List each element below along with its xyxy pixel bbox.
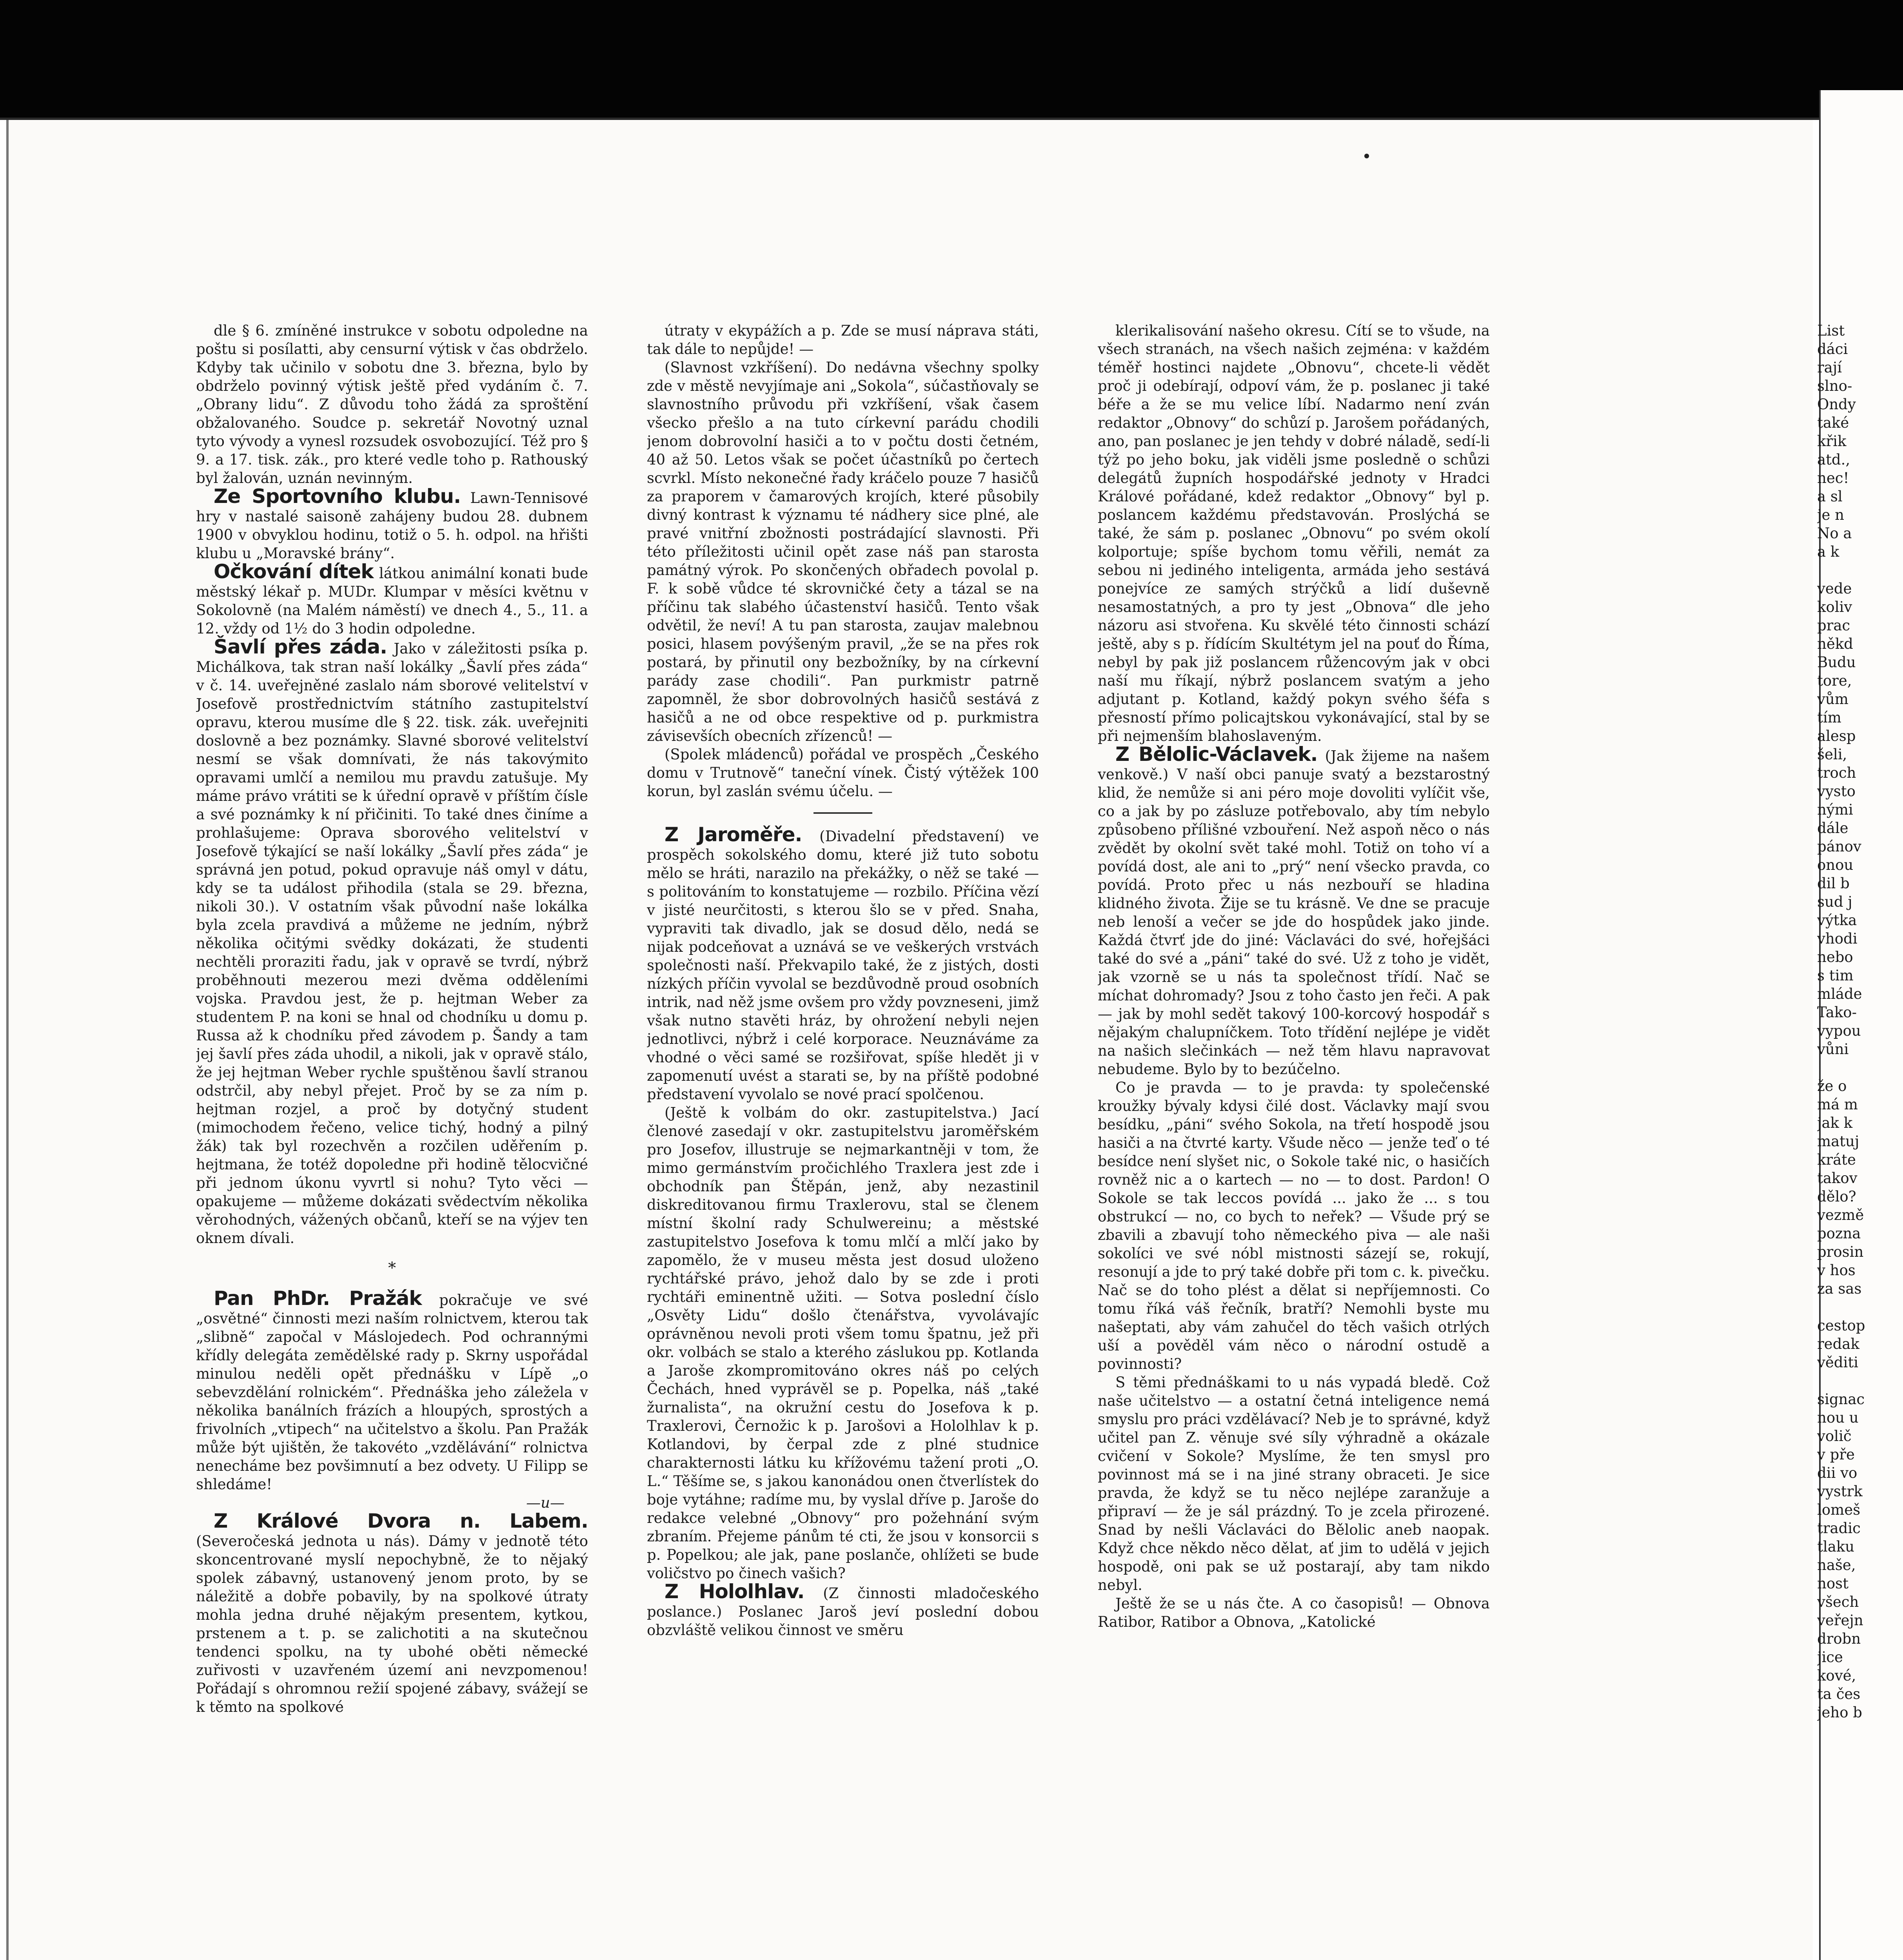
truncated-line: slno- [1817, 377, 1852, 394]
truncated-line: kráte [1817, 1151, 1856, 1168]
article-heading: Ze Sportovního klubu. [214, 485, 461, 508]
article-paragraph [1098, 321, 1490, 745]
article-text: (Divadelní představení) ve prospěch sokolského domu, které již tuto sobotu mělo se hráti, narazilo na překážky, o něž se také — s politováním to konstatujeme — rozbilo. Příčina vězí v jisté neurčitosti, s kterou šlo se v před. Snaha, vypraviti tak divadlo, jak se dosud dělo, nedá se nijak podceňovat a uznává se ve veškerých vrstvách společnosti naší. Překvapilo také, že z jistých, dosti nízkých příčin vyvolal se bezdůvodně proud osobních intrik, nad něž jsme ovšem pro vždy povzneseni, jimž však nutno stavěti hráz, by ohrožení nebyli nejen jednotlivci, nýbrž i celé korporace. Neuznáváme za vhodné o věci samé se rozšiřovat, spíše hledět ji v zapomenutí uvést a starati se, by na příště podobné představení vyvolalo se nové prací spolčenou. [647, 828, 1039, 1103]
truncated-line: vypou [1817, 1022, 1861, 1039]
truncated-line: věditi [1817, 1354, 1859, 1371]
truncated-line: takov [1817, 1170, 1858, 1187]
truncated-line: nebo [1817, 949, 1853, 965]
truncated-line: v hos [1817, 1262, 1856, 1279]
truncated-line: kové, [1817, 1667, 1856, 1684]
truncated-line: výtka [1817, 912, 1857, 929]
truncated-line: někd [1817, 635, 1853, 652]
truncated-line: je n [1817, 506, 1844, 523]
article-paragraph [647, 823, 1039, 1103]
truncated-line: nou u [1817, 1409, 1859, 1426]
article-paragraph [1098, 1078, 1490, 1373]
article-text: Co je pravda — to je pravda: ty společenské kroužky bývaly kdysi čilé dost. Václavky mají svou besídku, „páni“ svého Sokola, na třetí hospodě jsou hasiči a na čtvrté karty. Všude něco — jenže teď o té besídce není slyšet nic, o Sokole také nic, o hasičích rovněž nic a o kartech — no — to dost. Pardon! O Sokole se tak leccos povídá ... jako že ... s tou obstrukcí — no, co bych to neřek? — Všude prý se zbavili a zbavují toho německého piva — ale naši sokolíci ve své nóbl mistnosti sázejí se, rokují, resonují a jde to prý také dobře při tom c. k. pivečku. Nač se do toho plést a dělat si nepříjemnosti. Co tomu říká váš řečník, bratří? Nemohli byste mu našeptati, aby vám zahučel do těch vašich otrlých uší a pověděl vám něco o národní ostudě a povinnosti? [1098, 1079, 1490, 1372]
article-paragraph [647, 321, 1039, 358]
truncated-line: s tim [1817, 967, 1854, 984]
print-speck [1364, 154, 1369, 158]
article-text: (Ještě k volbám do okr. zastupitelstva.) Jací členové zasedají v okr. zastupitelstvu jaroměřském pro Josefov, illustruje se nejmarkantněji v tom, že mimo germánstvím pročichlého Traxlera jest zde i obchodník pan Štěpán, jenž, aby nezastinil diskreditovanou firmu Traxlerovu, stal se členem místní školní rady Schulwereinu; a městské zastupitelstvo Josefova k tomu mlčí a mlčí jako by zapomělo, že v museu města jest dosud uloženo rychtářské právo, jehož dalo by se zde i proti rychtáři eminentně užiti. — Sotva poslední číslo „Osvěty Lidu“ došlo čtenářstva, vyvolávajíc oprávněnou nevoli proti všem tomu špatnu, jež při okr. volbách se stalo a kterého záslukou pp. Kotlanda a Jaroše zkompromitováno okres náš po celých Čechách, hned vyprávěl se p. Popelka, náš „také žurnalista“, na okružní cestu do Josefova k p. Traxlerovi, Černožic k p. Jarošovi a Hololhlav k p. Kotlandovi, by čerpal zde z plné studnice charakternosti látku ku křížovému tažení proti „O. L.“ Těšíme se, s jakou kanonádou onen čtverlístek do boje vytáhne; radíme mu, by vyslal dříve p. Jaroše do redakce velebné „Obnovy“ pro požehnání svým zbraním. Přejeme pánům té cti, že jsou v konsorcii s p. Popelkou; ale jak, pane poslanče, ohlížeti se bude voličstvo po činech vašich? [647, 1104, 1039, 1582]
article-text: (Z činnosti mladočeského poslance.) Poslanec Jaroš jeví poslední dobou obzvláště velikou činnost ve směru [647, 1585, 1039, 1639]
section-rule [813, 812, 872, 814]
truncated-line: a sl [1817, 488, 1843, 505]
truncated-line: všech [1817, 1593, 1859, 1610]
article-text: dle § 6. zmíněné instrukce v sobotu odpoledne na poštu si posílatti, aby censurní výtisk v čas obdrželo. Kdyby tak učinilo v sobotu dne 3. března, bylo by obdrželo povinný výtisk ještě před vydáním č. 7. „Obrany lidu“. Z důvodu toho žádá za sproštění obžalovaného. Soudce p. sekretář Novotný uznal tyto vývody a vynesl rozsudek osvobozující. Též pro § 9. a 17. tisk. zák., pro které vedle toho p. Rathouský byl žalován, uznán nevinným. [196, 322, 588, 486]
truncated-line [1817, 561, 1903, 579]
truncated-line: drobn [1817, 1630, 1861, 1647]
truncated-line [1817, 1372, 1903, 1390]
truncated-line: vede [1817, 580, 1852, 597]
truncated-line: nými [1817, 801, 1853, 818]
article-heading: Šavlí přes záda. [214, 635, 387, 658]
article-text: látkou animální konati bude městský lékař p. MUDr. Klumpar v měsíci květnu v Sokolovně (na Malém náměstí) ve dnech 4., 5., 11. a 12. vždy od 1½ do 3 hodin odpoledne. [196, 565, 588, 637]
article-paragraph [647, 1580, 1039, 1639]
article-paragraph [1098, 745, 1490, 1078]
truncated-line: nost [1817, 1575, 1849, 1592]
article-text: (Severočeská jednota u nás). Dámy v jednotě této skoncentrované myslí nepochybně, že to nějaký spolek zábavný, ustanovený jenom proto, by se náležitě a dobře pobavily, by na spolkové útraty mohla jedna druhé nějakým presentem, kytkou, prstenem a t. p. se zalichotiti a na skutečnou tendenci spolku, na ty ubohé oběti německé zuřivosti v uzavřeném území ani nevzpomenou! Pořádají s ohromnou režií spojené zábavy, svážejí se k těmto na spolkové [196, 1533, 588, 1715]
truncated-line: dělo? [1817, 1188, 1856, 1205]
article-paragraph [647, 745, 1039, 800]
truncated-line: troch [1817, 764, 1856, 781]
truncated-line: mláde [1817, 985, 1862, 1002]
truncated-line: jice [1817, 1649, 1843, 1666]
article-text: (Jak žijeme na našem venkově.) V naší obci panuje svatý a bezstarostný klid, že nemůže si ani péro moje dovoliti vylíčit vše, co a jak by po zásluze potřebovalo, aby tím nebylo způsobeno přílišné vzbouření. Než aspoň něco o nás zvědět by okolní svět také mohl. Totiž on toho ví a povídá dost, ale ani to „prý“ není všecko pravda, co povídá. Proto přec u nás nezbouří se hladina klidného života. Žije se tu krásně. Ve dne se pracuje neb lenoší a večer se jde do hospůdek jako jinde. Každá čtvrť jde do jiné: Václaváci do své, hořejšáci také do své a „páni“ také do své. Už z toho je vidět, jak vzorně se u nás ta společnost třídí. Nač se míchat dohromady? Jsou z toho často jen řeči. A pak — jak by mohl sedět takový 100-korcový hospodář s nějakým chalupníčkem. Toto třídění nejlépe je vidět na našich slečinkách — než těm hlavu napravovat nebudeme. Bylo by to bezúčelno. [1098, 748, 1490, 1078]
truncated-line: tradic [1817, 1520, 1861, 1537]
article-text: Jako v záležitosti psíka p. Michálkova, tak stran naší lokálky „Šavlí přes záda“ v č. 14. uveřejněné zaslalo nám sborové velitelství v Josefově prostřednictvím státního zastupitelství opravu, kterou musíme dle § 22. tisk. zák. uveřejniti doslovně a bez poznámky. Slavné sborové velitelství nesmí se však domnívati, že nás takovýmito opravami umlčí a nemilou mu pravdu zatušuje. My máme právo vrátiti se k úřední opravě v příštím čísle a své poznámky k ní přičiniti. To také dnes činíme a prohlašujeme: Oprava sborového velitelství v Josefově týkající se naší lokálky „Šavlí přes záda“ je správná jen potud, pokud opravuje náš omyl v dátu, kdy se ta událost přihodila (stala se 29. března, nikoli 30.). V ostatním však původní naše lokálka byla zcela pravdivá a můžeme ne jedním, nýbrž několika očitými svědky dokázati, že studenti nechtěli proraziti řadu, jak v opravě se tvrdí, nýbrž proběhnouti mezerou mezi dvěma odděleními vojska. Pravdou jest, že p. hejtman Weber za studentem P. na koni se hnal od chodníku u domu p. Russa až k chodníku před závodem p. Šandy a tam jej šavlí přes záda uhodil, a nikoli, jak v opravě stálo, že jej hejtman Weber rychle spuštěnou šavlí stranou odstrčil, aby nebyl přejet. Proč by se za ním p. hejtman rozjel, a proč by dotyčný student (mimochodem řečeno, velice tichý, hodný a pilný žák) tak byl rozechvěn a rozčilen uděřením p. hejtmana, že totéž dopoledne při hodině tělocvičné při jednom úkonu vyvrtl si nohu? Tyto věci — opakujeme — můžeme dokázati svědectvím několika věrohodných, vážených občanů, kteří se na výjev ten oknem dívali. [196, 640, 588, 1247]
article-paragraph [647, 358, 1039, 745]
truncated-line: Budu [1817, 654, 1856, 671]
truncated-line: vezmě [1817, 1207, 1864, 1223]
truncated-line: vysto [1817, 783, 1856, 800]
author-signature: —u— [526, 1494, 565, 1511]
truncated-line: redak [1817, 1336, 1859, 1352]
truncated-line: a k [1817, 543, 1839, 560]
truncated-line: pánov [1817, 838, 1861, 855]
article-paragraph [196, 487, 588, 563]
article-paragraph [196, 1289, 588, 1494]
truncated-line: pozna [1817, 1225, 1861, 1242]
article-paragraph [1098, 1594, 1490, 1631]
article-paragraph [196, 1512, 588, 1716]
truncated-line: šeli, [1817, 746, 1847, 763]
article-paragraph [1098, 1373, 1490, 1594]
article-text: pokračuje ve své „osvětné“ činnosti mezi naším rolnictvem, kterou tak „slibně“ započal v Máslojedech. Pod ochrannými křídly delegáta zemědělské rady p. Skrny uspořádal minulou neděli opět přednášku v Lípě „o sebevzdělání rolnickém“. Přednáška jeho záležela v několika banálních frázích a hloupých, sprostých a frivolních „vtipech“ na učitelstvo a školu. Pan Pražák může být ujištěn, že takovéto „vzdělávání“ rolnictva nenecháme bez povšimnutí a bez odvety. U Filipp se shledáme! [196, 1292, 588, 1493]
truncated-line: v pře [1817, 1446, 1855, 1463]
article-text: klerikalisování našeho okresu. Cítí se to všude, na všech stranách, na všech našich zejména: v každém téměř hostinci najdete „Obnovu“, chcete-li vědět proč ji odebírají, odpoví vám, že p. poslanec ji také béře a že se mu velice líbí. Nadarmo není zván redaktor „Obnovy“ do schůzí p. Jarošem pořádaných, ano, pan poslanec je jen tehdy v dobré náladě, sedí-li týž po jeho boku, jak viděli jsme posledně o schůzi delegátů župních hospodářské jednoty v Hradci Králové pořádané, kdež redaktor „Obnovy“ byl p. poslancem každému představován. Proslýchá se také, že sám p. poslanec „Obnovu“ po svém okolí kolportuje; spíše bychom tomu věřili, nemát za sebou ni jediného inteligenta, armáda jeho sestává ponejvíce ze samých strýčků a lidí duševně nesamostatných, a pro ty jest „Obnova“ dle jeho názoru asi stvořena. Ku skvělé této činnosti schází ještě, aby s p. řídícím Skultétym jel na pouť do Říma, nebyl by pak již poslancem růžencovým jak v obci naší mu říkají, nýbrž poslancem svatým a jeho adjutant p. Kotland, každý pokyn svého šéfa s přesností přímo policajtskou vykonávající, stal by se při nejmenším blahoslaveným. [1098, 322, 1490, 744]
truncated-line: vům [1817, 691, 1849, 708]
truncated-line: alesp [1817, 728, 1856, 744]
truncated-line: koliv [1817, 599, 1852, 615]
truncated-line: List [1817, 322, 1845, 339]
truncated-line: volič [1817, 1428, 1852, 1445]
truncated-line: tlaku [1817, 1538, 1855, 1555]
truncated-line: lomeš [1817, 1501, 1861, 1518]
truncated-line [1817, 1058, 1903, 1077]
truncated-line: Ondy [1817, 396, 1856, 413]
truncated-line: No a [1817, 525, 1852, 542]
truncated-line: také [1817, 414, 1849, 431]
truncated-line: dáci [1817, 341, 1848, 358]
truncated-line: že o [1817, 1078, 1847, 1094]
article-heading: Očkování dítek [214, 560, 374, 583]
truncated-line: onou [1817, 857, 1854, 873]
article-text: Lawn-Tennisové hry v nastalé saisoně zahájeny budou 28. dubnem 1900 v obvyklou hodinu, totiž o 5. h. odpol. na hřišti klubu u „Moravské brány“. [196, 490, 588, 562]
truncated-line: atd., [1817, 451, 1850, 468]
truncated-line: naše, [1817, 1557, 1856, 1573]
article-text: (Slavnost vzkříšení). Do nedávna všechny spolky zde v městě nevyjímaje ani „Sokola“, súčastňovaly se slavnostního průvodu při vzkříšení, však časem všecko přešlo a na tuto církevní parádu chodili jenom dobrovolní hasiči a to v počtu dosti četném, 40 až 50. Letos však se počet účastníků po čertech scvrkl. Místo nekonečné řady kráčelo pouze 7 hasičů za praporem v čamarových krojích, které působily divný kontrast k významu té nádhery sice plné, ale pravé vnitřní zbožnosti postrádající slavnosti. Při této příležitosti učinil opět zase náš pan starosta památný výrok. Po skončených obřadech povolal p. F. k sobě vůdce té skrovničké čety a tázal se na příčinu tak slabého účastenství hasičů. Tento však odvětil, že neví! A tu pan starosta, zaujav malebnou posici, hlasem povýšeným pravil, „že se na přes rok postará, by přinutil ony bezbožníky, by na církevní parády zase chodili“. Pan purkmistr patrně zapomněl, že sbor dobrovolných hasičů sestává z hasičů a ne od obce respektive od p. purkmistra závisevších obecních zřízenců! — [647, 359, 1039, 744]
truncated-line: za sas [1817, 1280, 1862, 1297]
article-text: útraty v ekypážích a p. Zde se musí náprava státi, tak dále to nepůjde! — [647, 322, 1039, 358]
article-heading: Pan PhDr. Pražák [214, 1287, 422, 1310]
truncated-line: prosin [1817, 1243, 1864, 1260]
truncated-line: ta čes [1817, 1686, 1861, 1702]
article-paragraph [647, 1103, 1039, 1583]
article-heading: Z Bělolic-Václavek. [1115, 743, 1318, 766]
article-heading: Z Jaroměře. [665, 823, 802, 846]
column-2 [647, 321, 1039, 1960]
truncated-line: dil b [1817, 875, 1850, 892]
truncated-line: vhodi [1817, 930, 1858, 947]
truncated-line: rají [1817, 359, 1842, 376]
truncated-line: vůni [1817, 1041, 1849, 1058]
article-paragraph [196, 560, 588, 638]
column-3 [1098, 321, 1490, 1960]
truncated-line: má m [1817, 1096, 1858, 1113]
section-separator-star: * [388, 1259, 396, 1277]
article-text: S těmi přednáškami to u nás vypadá bledě. Což naše učitelstvo — a ostatní četná inteligence nemá smyslu pro práci vzdělávací? Neb je to správné, když učitel pan Z. věnuje své síly výhradně a okázale cvičení v Sokole? Myslíme, že ten smysl pro povinnost má se i na jiné strany obraceti. Je sice pravda, že když se tu něco nejlépe zaranžuje a připraví — že je sál prázdný. To je zcela přirozené. Snad by nešli Václaváci do Bělolic aneb naopak. Když chce někdo něco dělat, ať jim to udělá v jejich hospodě, oni pak se už postarají, aby tam nikdo nebyl. [1098, 1374, 1490, 1593]
truncated-line: sud j [1817, 893, 1852, 910]
article-text: (Spolek mládenců) pořádal ve prospěch „Českého domu v Trutnově“ taneční vínek. Čistý výtěžek 100 korun, byl zaslán svému účelu. — [647, 746, 1039, 800]
truncated-line: matuj [1817, 1133, 1859, 1150]
article-paragraph [196, 635, 588, 1247]
truncated-line: jeho b [1817, 1704, 1862, 1721]
truncated-line: vystrk [1817, 1483, 1863, 1500]
article-heading: Z Králové Dvora n. Labem. [214, 1510, 588, 1532]
truncated-line: tore, [1817, 672, 1852, 689]
truncated-line: dii vo [1817, 1465, 1858, 1481]
truncated-line: křik [1817, 433, 1847, 450]
article-text: Ještě že se u nás čte. A co časopisů! — Obnova Ratibor, Ratibor a Obnova, „Katolické [1098, 1595, 1490, 1630]
article-paragraph [196, 321, 588, 487]
truncated-line [1817, 1298, 1903, 1316]
truncated-line: signac [1817, 1391, 1865, 1408]
column-1 [196, 321, 588, 1960]
article-heading: Z Hololhlav. [665, 1580, 804, 1603]
truncated-line: prac [1817, 617, 1850, 634]
truncated-line: jak k [1817, 1114, 1853, 1131]
truncated-line: veřejn [1817, 1612, 1863, 1629]
column-4-edge [1817, 321, 1903, 1960]
truncated-line: nec! [1817, 470, 1849, 486]
truncated-line: cestop [1817, 1317, 1865, 1334]
truncated-line: Tako- [1817, 1004, 1857, 1021]
truncated-line: tím [1817, 709, 1841, 726]
truncated-line: dále [1817, 820, 1849, 837]
scan-dark-border [0, 0, 1903, 118]
